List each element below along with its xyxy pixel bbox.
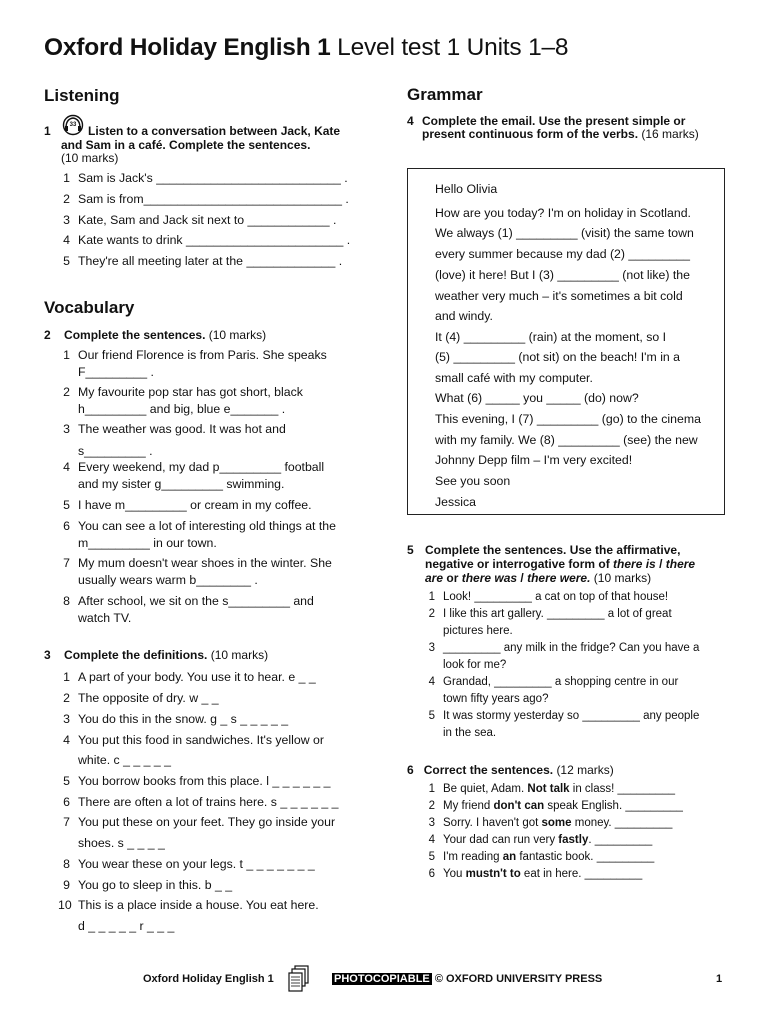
page-title: Oxford Holiday English 1 Level test 1 Units 1–8 <box>44 34 569 61</box>
email-line: every summer because my dad (2) _________ <box>435 247 690 261</box>
q1-number: 1 <box>44 124 51 138</box>
q3-instruction: 3 Complete the definitions. (10 marks) <box>44 648 269 662</box>
q1-instruction-line1: Listen to a conversation between Jack, Kate <box>88 124 341 138</box>
grammar-heading: Grammar <box>407 85 483 104</box>
email-line: This evening, I (7) _________ (go) to the cinema <box>435 412 701 426</box>
q5-number: 5 <box>407 543 414 557</box>
email-line: We always (1) _________ (visit) the same town <box>435 226 694 240</box>
email-line: Hello Olivia <box>435 182 498 196</box>
audio-cd-icon <box>62 114 84 136</box>
email-line: with my family. We (8) _________ (see) the new <box>435 433 698 447</box>
q4-instruction-line2: present continuous form of the verbs. (16 marks) <box>422 127 699 141</box>
q5-instruction-line2: negative or interrogative form of there is / there <box>425 557 696 571</box>
vocabulary-heading: Vocabulary <box>44 298 135 317</box>
q1-marks: (10 marks) <box>61 151 119 165</box>
q6-instruction: 6 Correct the sentences. (12 marks) <box>407 763 614 777</box>
q5-instruction-line3: are or there was / there were. (10 marks) <box>425 571 652 585</box>
email-line: Jessica <box>435 495 477 509</box>
q5-instruction-line1: Complete the sentences. Use the affirmative, <box>425 543 681 557</box>
q4-instruction-line1: Complete the email. Use the present simple or <box>422 114 686 128</box>
track-number: 33 <box>69 122 77 128</box>
footer-title: Oxford Holiday English 1 <box>143 973 274 985</box>
footer-copyright: PHOTOCOPIABLE © OXFORD UNIVERSITY PRESS <box>334 973 603 985</box>
email-line: and windy. <box>435 309 493 323</box>
email-line: What (6) _____ you _____ (do) now? <box>435 391 639 405</box>
email-line: It (4) _________ (rain) at the moment, so I <box>435 330 667 344</box>
email-line: weather very much – it's sometimes a bit cold <box>435 289 683 303</box>
photocopy-icon <box>288 965 310 993</box>
email-line: small café with my computer. <box>435 371 593 385</box>
email-line: How are you today? I'm on holiday in Scotland. <box>435 206 691 220</box>
email-line: Johnny Depp film – I'm very excited! <box>435 453 633 467</box>
photocopiable-badge: PHOTOCOPIABLE <box>334 973 430 985</box>
q2-instruction: 2 Complete the sentences. (10 marks) <box>44 328 267 342</box>
email-line: (love) it here! But I (3) _________ (not like) the <box>435 268 690 282</box>
email-line: (5) _________ (not sit) on the beach! I'm in a <box>435 350 681 364</box>
page-number: 1 <box>716 973 723 985</box>
listening-heading: Listening <box>44 86 120 105</box>
q1-instruction-line2: and Sam in a café. Complete the sentences. <box>61 138 311 152</box>
email-line: See you soon <box>435 474 511 488</box>
q4-number: 4 <box>407 114 414 128</box>
